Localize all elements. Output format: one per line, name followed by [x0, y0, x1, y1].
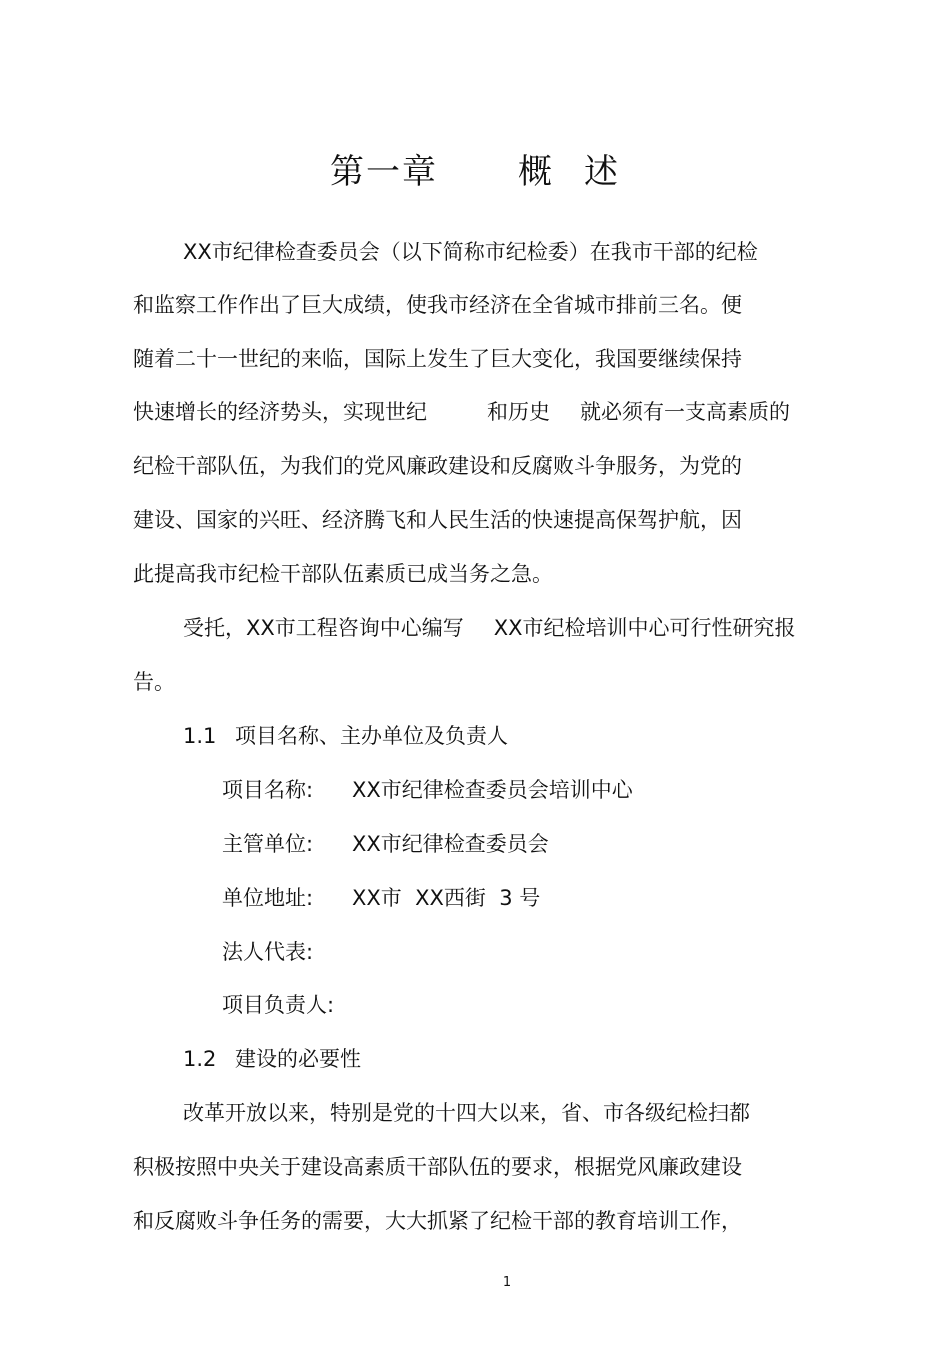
field-value: XX市纪律检查委员会	[352, 832, 549, 856]
field-value: XX市 XX西街 3 号	[352, 886, 541, 910]
paragraph-line: XX市纪律检查委员会（以下简称市纪检委）在我市干部的纪检	[183, 240, 758, 264]
paragraph-line	[133, 397, 790, 427]
field-label: 单位地址:	[222, 886, 314, 910]
field-label: 法人代表:	[222, 940, 314, 964]
paragraph-line: 积极按照中央关于建设高素质干部队伍的要求，根据党风廉政建设	[133, 1155, 742, 1179]
field-label: 项目名称:	[222, 778, 314, 802]
paragraph-line: 纪检干部队伍，为我们的党风廉政建设和反腐败斗争服务，为党的	[133, 454, 742, 478]
field-row	[222, 990, 352, 1020]
paragraph-segment: 快速增长的经济势头，实现世纪	[133, 400, 427, 424]
chapter-title-number: 第一章	[330, 152, 438, 192]
section-heading-text: 建设的必要性	[235, 1047, 361, 1071]
section-heading	[183, 721, 508, 751]
field-row	[222, 937, 352, 967]
field-label: 项目负责人:	[222, 993, 335, 1017]
field-value: XX市纪律检查委员会培训中心	[352, 778, 633, 802]
paragraph-line: 和反腐败斗争任务的需要，大大抓紧了纪检干部的教育培训工作，	[133, 1209, 742, 1233]
field-row	[222, 883, 540, 913]
section-number: 1.1	[183, 724, 217, 748]
chapter-title-word1: 概	[518, 152, 554, 192]
paragraph-segment: 受托，XX市工程咨询中心编写	[183, 616, 464, 640]
paragraph-line: 和监察工作作出了巨大成绩，使我市经济在全省城市排前三名。便	[133, 293, 742, 317]
paragraph-line: 改革开放以来，特别是党的十四大以来，省、市各级纪检扫都	[183, 1101, 750, 1125]
field-row	[222, 775, 633, 805]
paragraph-line	[183, 613, 796, 643]
paragraph-line: 此提高我市纪检干部队伍素质已成当务之急。	[133, 562, 553, 586]
paragraph-line: 随着二十一世纪的来临，国际上发生了巨大变化，我国要继续保持	[133, 347, 742, 371]
page-number: 1	[502, 1275, 512, 1290]
field-row	[222, 829, 549, 859]
field-label: 主管单位:	[222, 832, 314, 856]
section-heading	[183, 1044, 361, 1074]
paragraph-line: 建设、国家的兴旺、经济腾飞和人民生活的快速提高保驾护航，因	[133, 508, 742, 532]
section-heading-text: 项目名称、主办单位及负责人	[235, 724, 508, 748]
paragraph-segment: 就必须有一支高素质的	[580, 400, 790, 424]
chapter-title	[0, 148, 950, 196]
chapter-title-word2: 述	[584, 152, 620, 192]
paragraph-segment: 和历史	[487, 400, 550, 424]
paragraph-line: 告。	[133, 670, 175, 694]
paragraph-segment: XX市纪检培训中心可行性研究报	[493, 616, 796, 640]
section-number: 1.2	[183, 1047, 217, 1071]
